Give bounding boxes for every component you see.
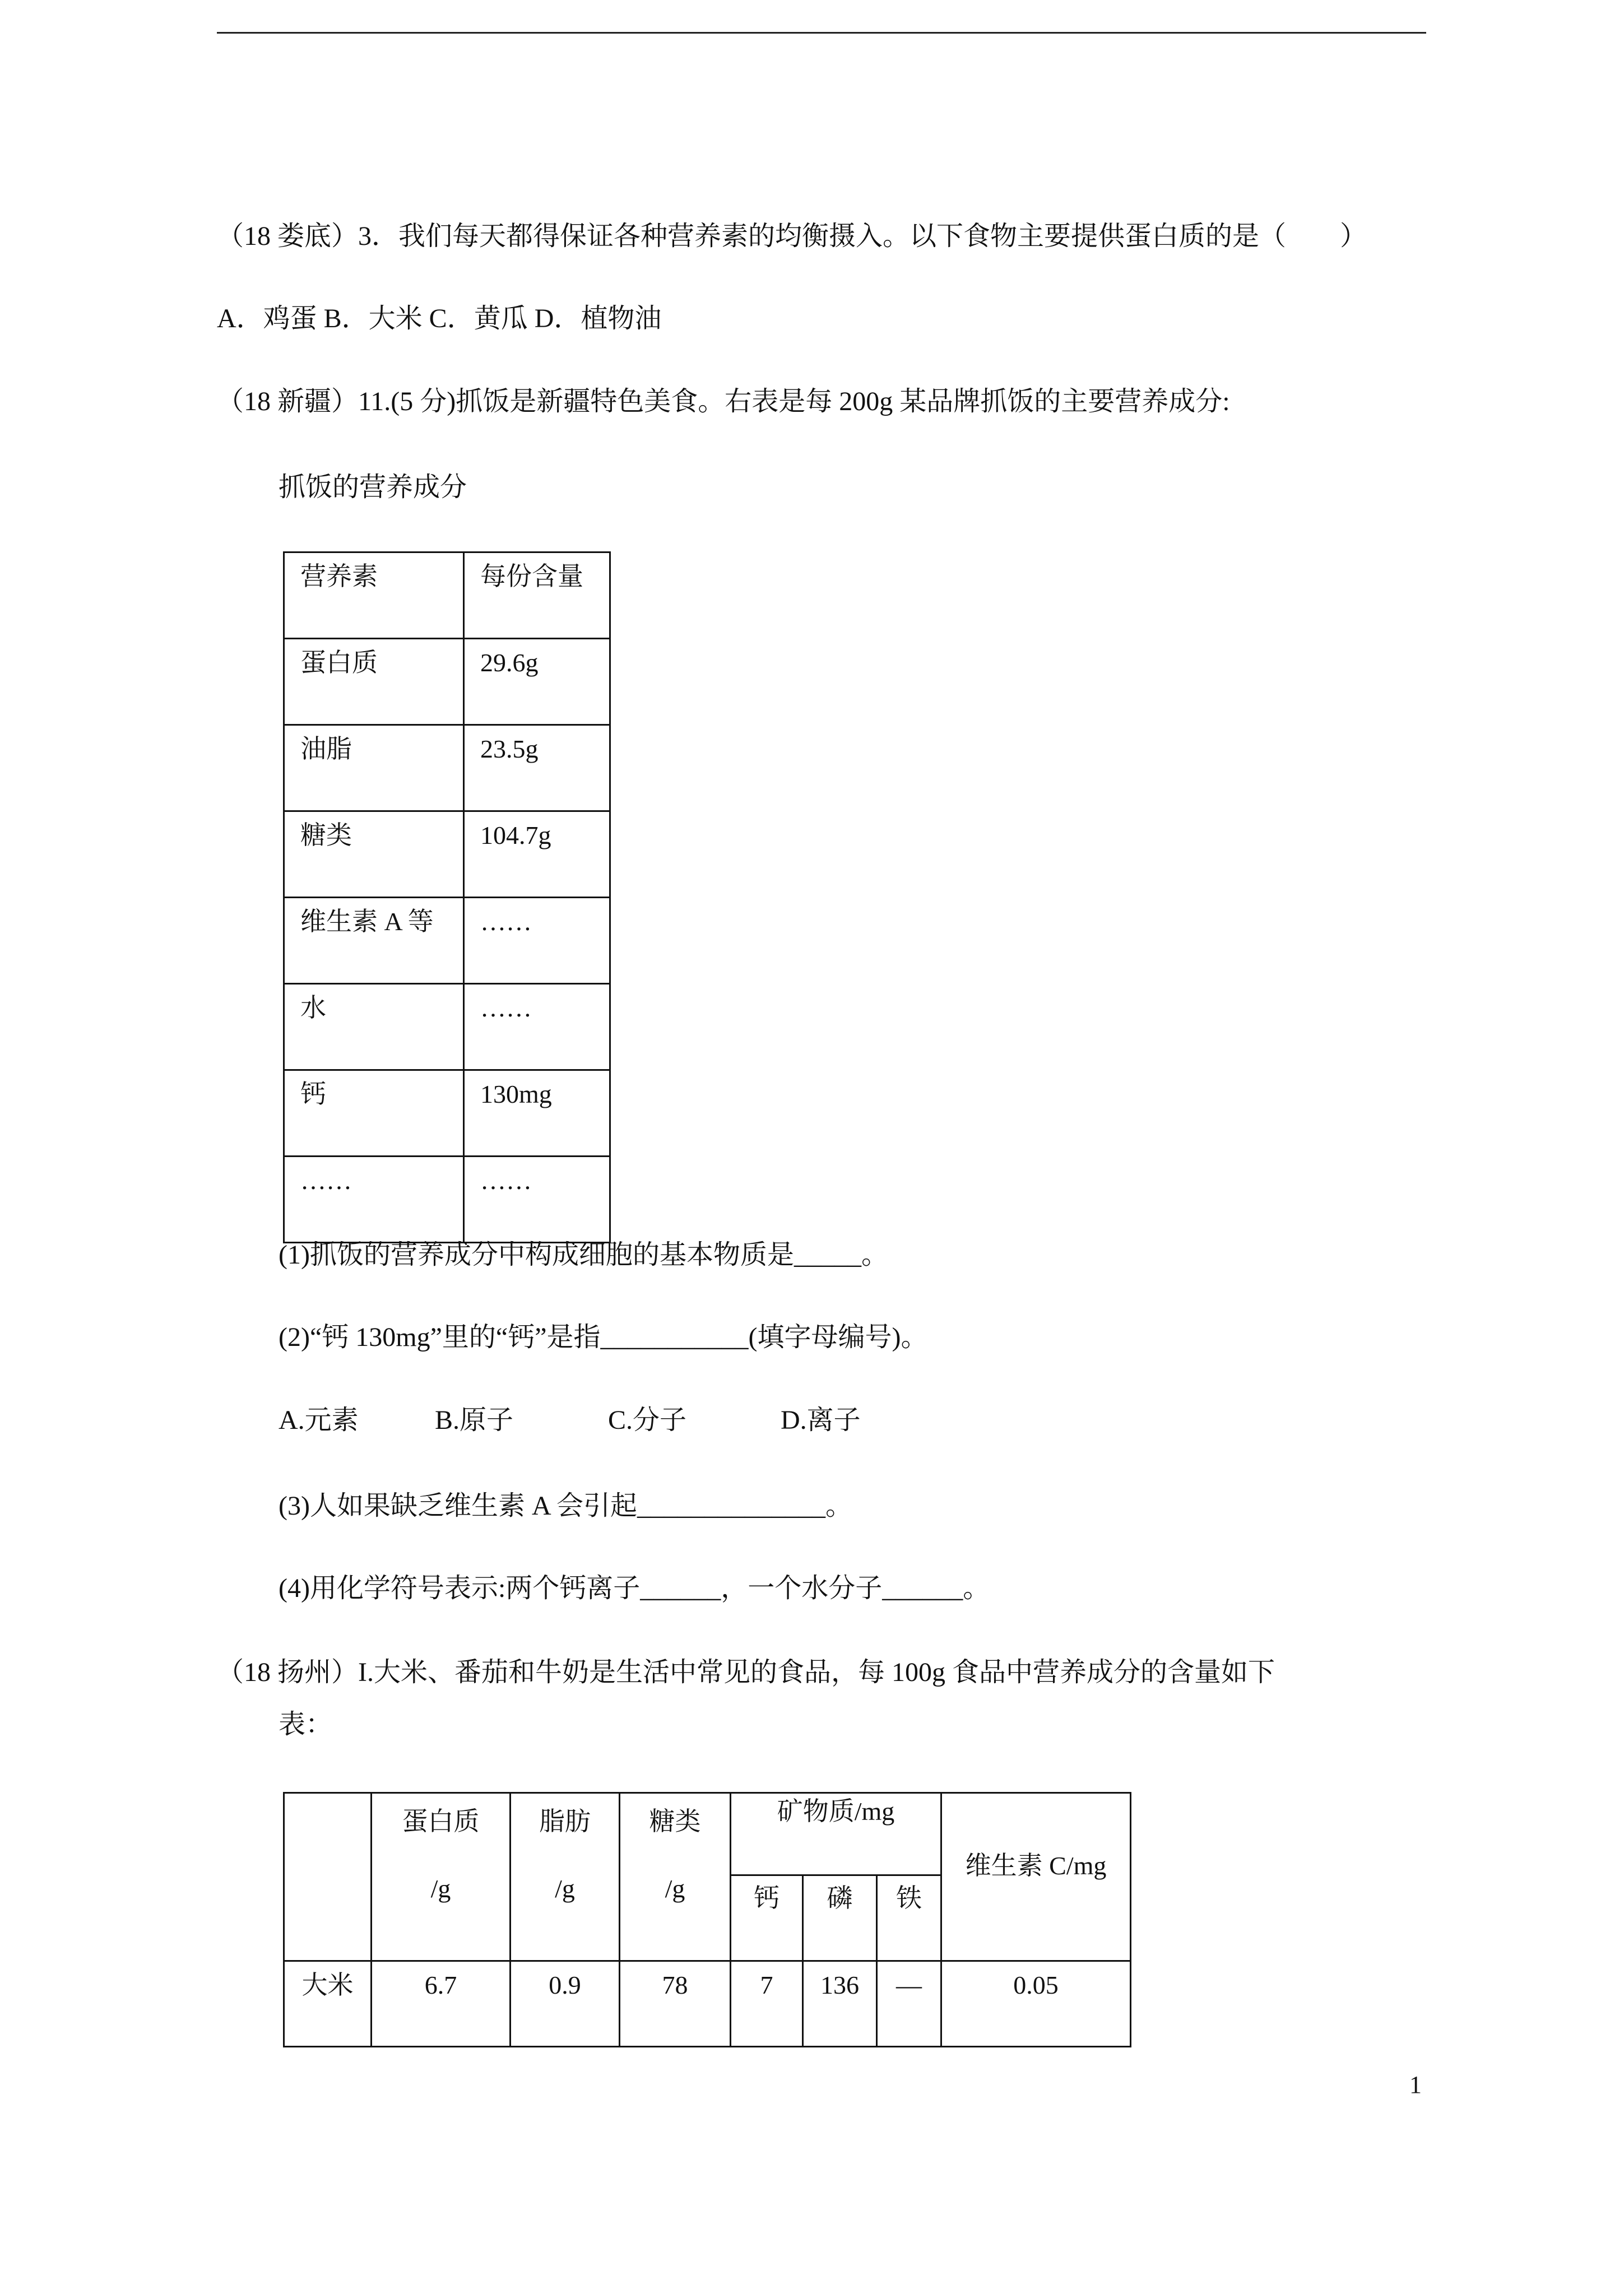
q2-stem: （18 新疆）11.(5 分)抓饭是新疆特色美食。右表是每 200g 某品牌抓饭的主要营养成分: [217,387,1230,416]
cell: 0.05 [941,1961,1131,2047]
nutrition-table [283,551,611,1243]
header-unit: /g [430,1874,451,1903]
cell: 大米 [284,1961,372,2047]
cell: 78 [620,1961,731,2047]
header-cell-fat [511,1793,620,1961]
table-header-row [284,1793,1131,1875]
q3-stem-line1: （18 扬州）I.大米、番茄和牛奶是生活中常见的食品，每 100g 食品中营养成分的含量如下 [217,1657,1275,1687]
table-row [284,1961,1131,2047]
q2-sub2-option-b: B.原子 [435,1405,514,1435]
cell: …… [464,984,610,1070]
header-cell-p: 磷 [803,1875,877,1961]
cell: — [877,1961,941,2047]
q2-sub2-option-a: A.元素 [279,1405,359,1435]
header-cell-vitamin-c: 维生素 C/mg [941,1793,1131,1961]
cell: 29.6g [464,639,610,725]
table-row [284,725,610,811]
table-header-row [284,552,610,639]
q2-sub2-option-d: D.离子 [781,1405,861,1435]
header-cell: 每份含量 [464,552,610,639]
cell: 糖类 [284,811,464,898]
page-number: 1 [1409,2071,1422,2098]
header-rule [217,32,1426,34]
cell: 水 [284,984,464,1070]
cell: 0.9 [511,1961,620,2047]
header-label: 脂肪 [539,1807,591,1836]
cell: 6.7 [372,1961,511,2047]
table-row [284,811,610,898]
header-cell: 营养素 [284,552,464,639]
q2-sub2-option-c: C.分子 [608,1405,687,1435]
q1-stem: （18 娄底）3．我们每天都得保证各种营养素的均衡摄入。以下食物主要提供蛋白质的是（ ） [217,221,1367,251]
table-row [284,898,610,984]
header-cell-protein [372,1793,511,1961]
cell: 130mg [464,1070,610,1157]
table-row [284,1070,610,1157]
q2-table-title: 抓饭的营养成分 [279,472,467,502]
cell: 23.5g [464,725,610,811]
cell: 维生素 A 等 [284,898,464,984]
q2-sub1: (1)抓饭的营养成分中构成细胞的基本物质是_____。 [279,1240,888,1270]
food-nutrition-table [283,1792,1131,2047]
table-row [284,639,610,725]
cell: 蛋白质 [284,639,464,725]
cell: 104.7g [464,811,610,898]
cell: …… [284,1157,464,1243]
header-cell-ca: 钙 [731,1875,803,1961]
table-row [284,984,610,1070]
header-unit: /g [665,1874,685,1903]
q3-stem-line2: 表： [279,1710,333,1739]
cell: 钙 [284,1070,464,1157]
table-row [284,1157,610,1243]
cell: 油脂 [284,725,464,811]
q2-sub3: (3)人如果缺乏维生素 A 会引起______________。 [279,1491,852,1521]
header-cell-mineral: 矿物质/mg [731,1793,941,1875]
header-label: 糖类 [649,1807,701,1836]
q1-options: A．鸡蛋 B．大米 C．黄瓜 D．植物油 [217,304,662,333]
cell: 136 [803,1961,877,2047]
q2-sub2: (2)“钙 130mg”里的“钙”是指___________(填字母编号)。 [279,1322,928,1352]
cell: …… [464,898,610,984]
header-unit: /g [555,1874,575,1903]
header-cell-sugar [620,1793,731,1961]
header-label: 蛋白质 [402,1807,480,1836]
q2-sub4: (4)用化学符号表示:两个钙离子______，一个水分子______。 [279,1573,990,1603]
cell: …… [464,1157,610,1243]
header-cell-fe: 铁 [877,1875,941,1961]
header-cell-empty [284,1793,372,1961]
cell: 7 [731,1961,803,2047]
